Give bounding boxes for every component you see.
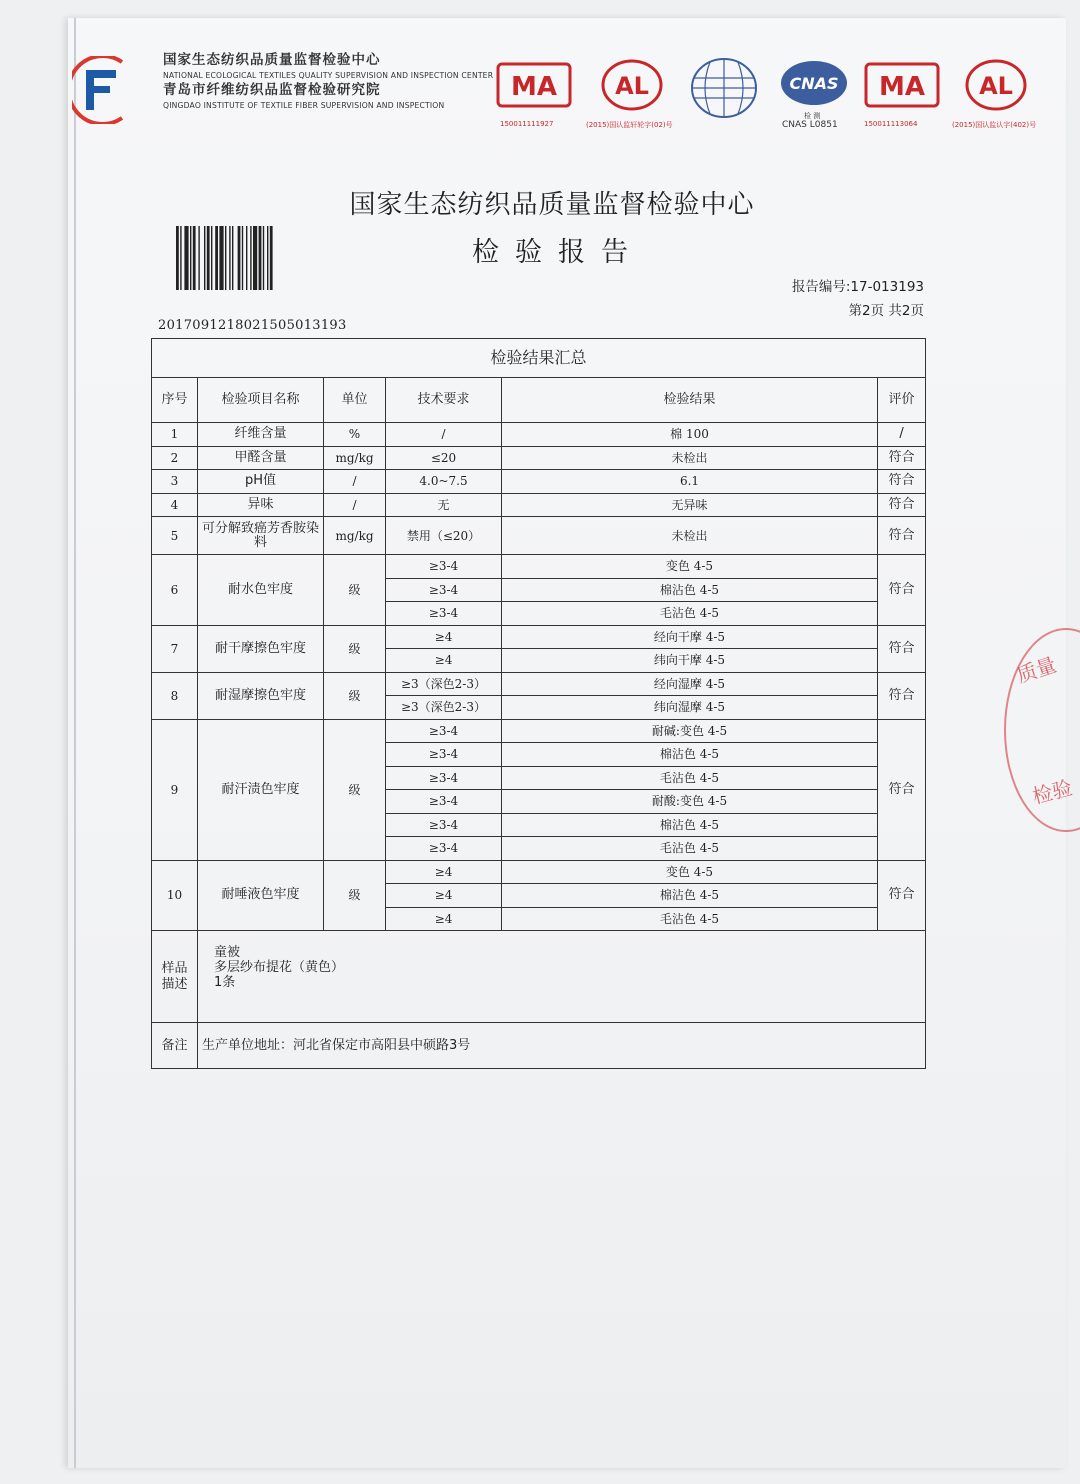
header-cell: 序号 — [152, 378, 198, 423]
result-cell: 6.1 — [502, 470, 878, 494]
note-label: 备注 — [152, 1023, 198, 1069]
header-cell: 技术要求 — [386, 378, 502, 423]
org-name-en-1: NATIONAL ECOLOGICAL TEXTILES QUALITY SUPERVISION AND INSPECTION CENTER — [163, 70, 494, 80]
table-row — [152, 555, 926, 579]
requirement-cell: ≥3-4 — [386, 743, 502, 767]
cal-seal-2 — [964, 58, 1028, 112]
requirement-cell: ≥4 — [386, 884, 502, 908]
item-unit: % — [324, 423, 386, 447]
result-cell: 耐碱:变色 4-5 — [502, 719, 878, 743]
item-name: 耐湿摩擦色牢度 — [198, 672, 324, 719]
barcode-bar — [250, 226, 251, 290]
barcode-bar — [180, 226, 181, 290]
cal-seal-1 — [600, 58, 664, 112]
sample-line: 多层纱布提花（黄色） — [214, 960, 345, 975]
barcode-bar — [238, 226, 241, 290]
cma-seal-2 — [864, 62, 940, 108]
item-name: 纤维含量 — [198, 423, 324, 447]
barcode-bar — [270, 226, 273, 290]
requirement-cell: ≥3-4 — [386, 813, 502, 837]
seal-text: CNAS — [789, 74, 839, 93]
evaluation-cell: / — [878, 423, 926, 447]
barcode-bar — [242, 226, 243, 290]
note-text: 生产单位地址：河北省保定市高阳县中硕路3号 — [198, 1023, 926, 1069]
requirement-cell: ≥4 — [386, 860, 502, 884]
result-cell: 纬向湿摩 4-5 — [502, 696, 878, 720]
header-cell: 单位 — [324, 378, 386, 423]
table-row — [152, 719, 926, 743]
sample-description — [198, 931, 926, 1023]
row-number: 4 — [152, 493, 198, 517]
table-header-row — [152, 378, 926, 423]
barcode-bar — [246, 226, 247, 290]
seal-caption-2: (2015)国认监轩轮字(02)号 — [586, 121, 673, 129]
item-unit: 级 — [324, 555, 386, 626]
requirement-cell: ≥3-4 — [386, 790, 502, 814]
item-name: pH值 — [198, 470, 324, 494]
header-cell: 检验项目名称 — [198, 378, 324, 423]
requirement-cell: 禁用（≤20） — [386, 517, 502, 555]
barcode-bar — [190, 226, 191, 290]
page-info: 第2页 共2页 — [848, 303, 924, 319]
org-name-en-2: QINGDAO INSTITUTE OF TEXTILE FIBER SUPERVISION AND INSPECTION — [163, 100, 445, 110]
barcode-bar — [263, 226, 264, 290]
evaluation-cell: 符合 — [878, 446, 926, 470]
table-row — [152, 860, 926, 884]
barcode — [176, 226, 312, 290]
requirement-cell: ≤20 — [386, 446, 502, 470]
item-unit: mg/kg — [324, 517, 386, 555]
seal-text: AL — [979, 72, 1013, 100]
requirement-cell: ≥3-4 — [386, 766, 502, 790]
result-cell: 棉沾色 4-5 — [502, 813, 878, 837]
table-row — [152, 672, 926, 696]
sample-line: 1条 — [214, 975, 236, 990]
org-name-cn-2: 青岛市纤维纺织品监督检验研究院 — [163, 82, 381, 98]
requirement-cell: ≥3-4 — [386, 837, 502, 861]
header-cell: 评价 — [878, 378, 926, 423]
row-number: 10 — [152, 860, 198, 931]
seal-caption-6: (2015)国认监认字(402)号 — [952, 121, 1037, 129]
cma-seal-1 — [496, 62, 572, 108]
report-title: 国家生态纺织品质量监督检验中心 — [349, 190, 755, 220]
item-name: 耐干摩擦色牢度 — [198, 625, 324, 672]
barcode-bar — [259, 226, 262, 290]
institute-logo — [72, 56, 126, 124]
row-number: 1 — [152, 423, 198, 447]
requirement-cell: / — [386, 423, 502, 447]
org-name-cn-1: 国家生态纺织品质量监督检验中心 — [163, 52, 381, 68]
evaluation-cell: 符合 — [878, 517, 926, 555]
item-unit: 级 — [324, 625, 386, 672]
requirement-cell: ≥4 — [386, 649, 502, 673]
item-unit: 级 — [324, 719, 386, 860]
result-cell: 棉沾色 4-5 — [502, 743, 878, 767]
stamp-text-1: 质量 — [1013, 652, 1060, 688]
cnas-seal — [778, 58, 850, 108]
item-unit: 级 — [324, 672, 386, 719]
row-number: 5 — [152, 517, 198, 555]
barcode-bar — [253, 226, 257, 290]
table-row — [152, 423, 926, 447]
result-cell: 毛沾色 4-5 — [502, 907, 878, 931]
table-row — [152, 446, 926, 470]
result-cell: 棉沾色 4-5 — [502, 578, 878, 602]
result-cell: 棉 100 — [502, 423, 878, 447]
item-name: 甲醛含量 — [198, 446, 324, 470]
evaluation-cell: 符合 — [878, 493, 926, 517]
evaluation-cell: 符合 — [878, 625, 926, 672]
result-cell: 毛沾色 4-5 — [502, 837, 878, 861]
cnas-top-caption: 检 测 — [804, 112, 821, 120]
barcode-bar — [229, 226, 230, 290]
result-cell: 变色 4-5 — [502, 860, 878, 884]
result-cell: 耐酸:变色 4-5 — [502, 790, 878, 814]
requirement-cell: 无 — [386, 493, 502, 517]
barcode-bar — [219, 226, 223, 290]
result-cell: 无异味 — [502, 493, 878, 517]
item-name: 可分解致癌芳香胺染料 — [198, 517, 324, 555]
table-row — [152, 517, 926, 555]
barcode-number: 20170912180215050131​93 — [158, 318, 347, 333]
requirement-cell: ≥3（深色2-3） — [386, 696, 502, 720]
barcode-bar — [184, 226, 188, 290]
barcode-bar — [198, 226, 199, 290]
requirement-cell: ≥3-4 — [386, 602, 502, 626]
barcode-bar — [211, 226, 212, 290]
barcode-bar — [267, 226, 268, 290]
result-cell: 纬向干摩 4-5 — [502, 649, 878, 673]
stamp-text-2: 检验 — [1030, 775, 1075, 809]
seal-caption-1: 150011111927 — [500, 120, 554, 128]
seal-text: AL — [615, 72, 649, 100]
header-cell: 检验结果 — [502, 378, 878, 423]
report-number: 报告编号:17-013193 — [791, 279, 924, 295]
item-name: 异味 — [198, 493, 324, 517]
result-cell: 未检出 — [502, 517, 878, 555]
sample-label: 样品描述 — [152, 931, 198, 1023]
barcode-bar — [207, 226, 210, 290]
result-cell: 毛沾色 4-5 — [502, 602, 878, 626]
row-number: 3 — [152, 470, 198, 494]
barcode-bar — [215, 226, 218, 290]
barcode-bar — [176, 226, 179, 290]
evaluation-cell: 符合 — [878, 719, 926, 860]
row-number: 2 — [152, 446, 198, 470]
table-title: 检验结果汇总 — [152, 339, 926, 378]
note-row — [152, 1023, 926, 1069]
item-unit: / — [324, 493, 386, 517]
cnas-caption: CNAS L0851 — [782, 120, 838, 130]
row-number: 7 — [152, 625, 198, 672]
result-cell: 经向湿摩 4-5 — [502, 672, 878, 696]
result-cell: 经向干摩 4-5 — [502, 625, 878, 649]
table-row — [152, 470, 926, 494]
table-row — [152, 493, 926, 517]
barcode-bar — [193, 226, 196, 290]
evaluation-cell: 符合 — [878, 555, 926, 626]
item-name: 耐汗渍色牢度 — [198, 719, 324, 860]
result-cell: 变色 4-5 — [502, 555, 878, 579]
requirement-cell: ≥4 — [386, 625, 502, 649]
requirement-cell: ≥4 — [386, 907, 502, 931]
requirement-cell: ≥3-4 — [386, 578, 502, 602]
seal-caption-5: 150011113064 — [864, 120, 918, 128]
sample-line: 童被 — [214, 945, 241, 960]
evaluation-cell: 符合 — [878, 672, 926, 719]
item-unit: 级 — [324, 860, 386, 931]
result-cell: 棉沾色 4-5 — [502, 884, 878, 908]
item-unit: / — [324, 470, 386, 494]
evaluation-cell: 符合 — [878, 860, 926, 931]
report-subtitle: 检验报告 — [472, 237, 644, 268]
evaluation-cell: 符合 — [878, 470, 926, 494]
row-number: 6 — [152, 555, 198, 626]
result-cell: 未检出 — [502, 446, 878, 470]
item-name: 耐水色牢度 — [198, 555, 324, 626]
seal-text: MA — [879, 72, 925, 102]
barcode-bar — [204, 226, 205, 290]
requirement-cell: ≥3-4 — [386, 555, 502, 579]
row-number: 9 — [152, 719, 198, 860]
organization-header — [163, 52, 522, 112]
barcode-bar — [225, 226, 226, 290]
table-row — [152, 625, 926, 649]
globe-seal — [688, 56, 760, 120]
barcode-bar — [232, 226, 233, 290]
requirement-cell: ≥3（深色2-3） — [386, 672, 502, 696]
results-table — [151, 338, 926, 1069]
seal-text: MA — [511, 72, 557, 102]
requirement-cell: 4.0~7.5 — [386, 470, 502, 494]
requirement-cell: ≥3-4 — [386, 719, 502, 743]
row-number: 8 — [152, 672, 198, 719]
result-cell: 毛沾色 4-5 — [502, 766, 878, 790]
sample-row — [152, 931, 926, 1023]
item-name: 耐唾液色牢度 — [198, 860, 324, 931]
item-unit: mg/kg — [324, 446, 386, 470]
